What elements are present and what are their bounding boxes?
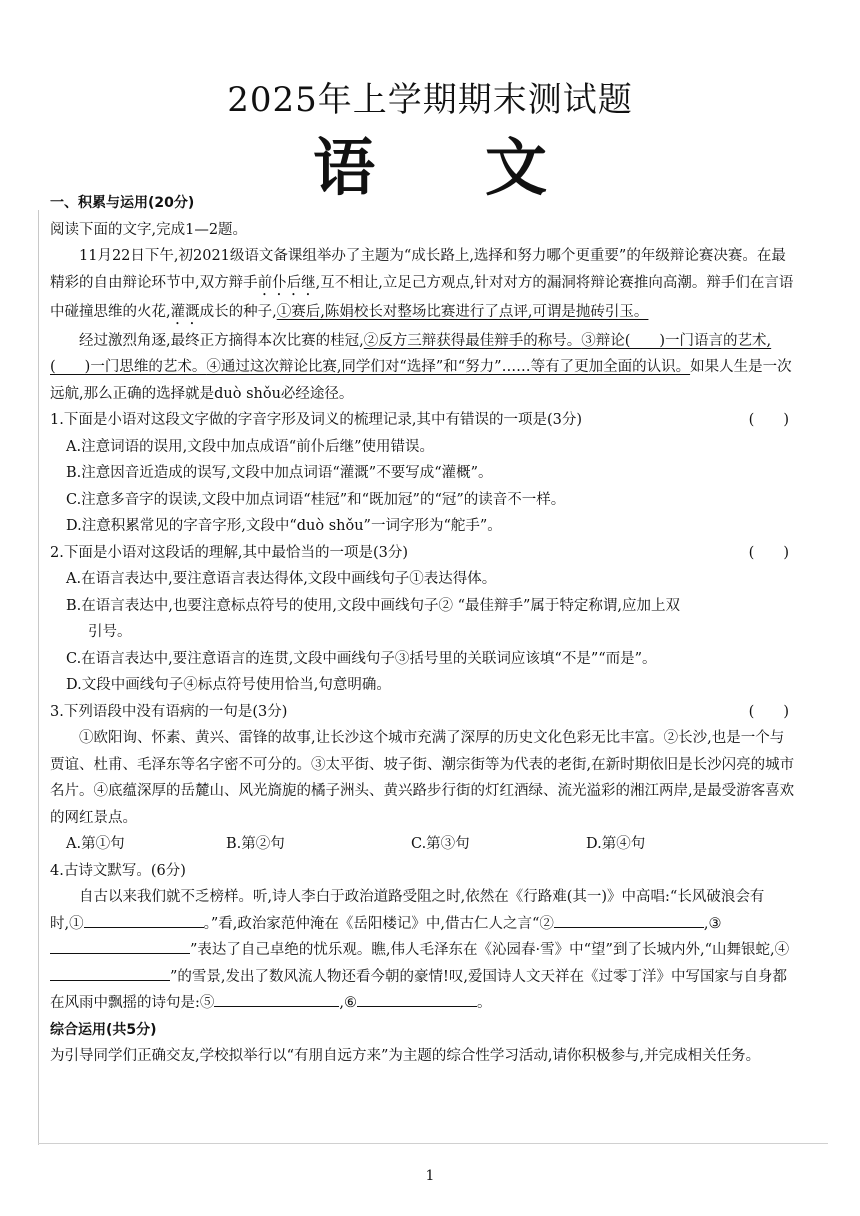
blank-6[interactable] [357,990,477,1007]
q4-text-4: ”表达了自己卓绝的忧乐观。瞧,伟人毛泽东在《沁园春·雪》中“望”到了长城内外,“山舞银蛇,④ [190,942,790,958]
section1-heading: 一、积累与运用(20分) [50,195,195,211]
page-bottom-rule [38,1143,828,1144]
p2-text-1: 经过激烈角逐,最终正方摘得本次比赛的桂冠, [79,332,364,349]
q2-option-b-cont: 引号。 [88,624,132,640]
binding-line [38,210,39,1145]
question-3 [50,699,795,726]
blank-3[interactable] [50,937,190,954]
q3-option-a: A.第①句 [66,836,125,852]
q2-option-a: A.在语言表达中,要注意语言表达得体,文段中画线句子①表达得体。 [66,571,497,587]
q1-answer-paren[interactable]: ( ) [748,412,789,428]
exam-title: 2025年上学期期末测试题 [227,80,633,120]
q2-stem: 2.下面是小语对这段话的理解,其中最恰当的一项是(3分) [50,544,408,561]
q3-option-b: B.第②句 [226,836,285,852]
q3-option-d: D.第④句 [586,836,646,852]
q4-text-3: ,③ [703,915,722,932]
p1-dotted-word-2: 灌溉 [170,303,200,320]
passage-paragraph-1 [50,243,795,328]
q1-option-c: C.注意多音字的误读,文段中加点词语“桂冠”和“既加冠”的“冠”的读音不一样。 [66,491,566,508]
underlined-sentence-2: ②反方三辩获得最佳辩手的称号。 [363,332,582,349]
blank-5[interactable] [214,990,339,1007]
p1-text-1: 11月22日下午,初2021级语文备课组举办了主题为“成长路上,选择和努力哪个更重要”的年级辩论赛决赛。在最精彩的自由辩论环节中,双方辩手 [50,248,786,291]
underlined-sentence-1: ①赛后,陈娟校长对整场比赛进行了点评,可谓是抛砖引玉。 [276,303,649,320]
q4-text-1: 自古以来我们就不乏榜样。听,诗人李白于政治道路受阻之时,依然在《行路难(其一)》中高唱:“长风破浪会有时,① [50,889,765,932]
section1-instruction: 阅读下面的文字,完成1—2题。 [50,221,248,238]
underlined-sentence-3: ③辩论( )一门语言的艺术,( )一门思维的艺术。 [50,332,772,375]
q4-passage [50,884,795,1017]
q4-text-7: 。 [477,995,492,1011]
q3-passage: ①欧阳询、怀素、黄兴、雷锋的故事,让长沙这个城市充满了深厚的历史文化色彩无比丰富。②长沙,也是一个与贾谊、杜甫、毛泽东等名字密不可分的。③太平街、坡子街、潮宗街等为代表的老街,在新时期依旧是长沙闪亮的城市名片。④底蕴深厚的岳麓山、风光旖旎的橘子洲头、黄兴路步行街的灯红酒绿、流光溢彩的湘江两岸,是最受游客喜欢的网红景点。 [50,730,795,826]
p1-text-2: ,互不相让,立足己方观点,针对对方的漏洞将辩论赛推向高潮。辩手们在言语中碰撞思维的火花, [50,274,794,320]
q4-text-5: ”的雪景,发出了数风流人物还看今朝的豪情!叹,爱国诗人文天祥在《过零丁洋》中写国家与自身都在风雨中飘摇的诗句是:⑤ [50,968,787,1011]
q3-option-c: C.第③句 [411,836,470,852]
passage-paragraph-2 [50,328,795,408]
section2-heading: 综合运用(共5分) [50,1021,157,1038]
section2-text: 为引导同学们正确交友,学校拟举行以“有朋自远方来”为主题的综合性学习活动,请你积极参与,并完成相关任务。 [50,1048,761,1064]
q1-option-a: A.注意词语的误用,文段中加点成语“前仆后继”使用错误。 [66,438,435,455]
p1-text-3: 成长的种子, [199,303,277,320]
q2-option-c: C.在语言表达中,要注意语言的连贯,文段中画线句子③括号里的关联词应该填“不是”“而是”。 [66,650,657,667]
q4-text-2: 。”看,政治家范仲淹在《岳阳楼记》中,借古仁人之言“② [203,915,554,932]
question-2 [50,540,795,567]
blank-2[interactable] [554,911,704,928]
q2-option-d: D.文段中画线句子④标点符号使用恰当,句意明确。 [66,677,391,693]
underlined-sentence-4: ④通过这次辩论比赛,同学们对“选择”和“努力”……等有了更加全面的认识。 [206,359,691,375]
p1-dotted-word-1: 前仆后继 [257,274,316,291]
q3-answer-paren[interactable]: ( ) [748,703,789,720]
p2-text-2: 如果人生是一次远航,那么正确的选择就是duò shǒu必经途径。 [50,359,792,402]
q1-option-d: D.注意积累常见的字音字形,文段中“duò shǒu”一词字形为“舵手”。 [66,518,502,534]
blank-4[interactable] [50,964,170,981]
q2-option-b: B.在语言表达中,也要注意标点符号的使用,文段中画线句子② “最佳辩手”属于特定称谓,应加上双 [66,597,681,614]
q3-options [50,831,795,858]
q1-stem: 1.下面是小语对这段文字做的字音字形及词义的梳理记录,其中有错误的一项是(3分) [50,412,582,428]
q4-text-6: ,⑥ [339,995,357,1011]
q4-stem: 4.古诗文默写。(6分) [50,862,186,879]
q2-answer-paren[interactable]: ( ) [748,544,789,561]
exam-content [50,190,795,1070]
question-1 [50,407,795,434]
q1-option-b: B.注意因音近造成的误写,文段中加点词语“灌溉”不要写成“灌概”。 [66,465,493,481]
subject-title: 语文 [312,131,657,204]
q3-stem: 3.下列语段中没有语病的一句是(3分) [50,703,288,720]
blank-1[interactable] [84,911,204,928]
page-number: 1 [425,1168,435,1184]
